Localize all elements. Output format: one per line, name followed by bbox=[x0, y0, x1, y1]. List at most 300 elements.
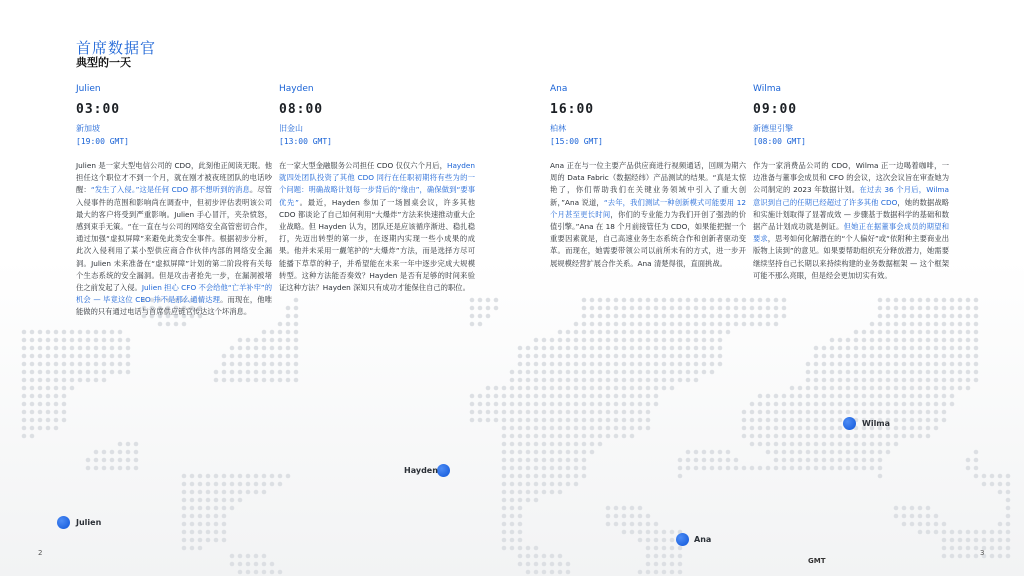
map-dot bbox=[726, 458, 731, 463]
map-dot bbox=[846, 354, 851, 359]
map-dot bbox=[622, 330, 627, 335]
map-dot bbox=[974, 466, 979, 471]
map-dot bbox=[934, 522, 939, 527]
map-dot bbox=[542, 410, 547, 415]
map-dot bbox=[558, 362, 563, 367]
map-dot bbox=[654, 314, 659, 319]
map-dot bbox=[926, 514, 931, 519]
map-dot bbox=[1006, 490, 1011, 495]
map-dot bbox=[782, 418, 787, 423]
map-dot bbox=[574, 450, 579, 455]
map-dot bbox=[518, 434, 523, 439]
map-dot bbox=[638, 322, 643, 327]
map-dot bbox=[518, 514, 523, 519]
map-dot bbox=[806, 442, 811, 447]
map-dot bbox=[854, 330, 859, 335]
map-dot bbox=[942, 314, 947, 319]
map-dot bbox=[630, 386, 635, 391]
map-dot bbox=[622, 386, 627, 391]
map-dot bbox=[958, 354, 963, 359]
map-dot bbox=[550, 426, 555, 431]
map-dot bbox=[998, 554, 1003, 559]
map-dot bbox=[198, 546, 203, 551]
map-dot bbox=[582, 346, 587, 351]
story-segment: Julien 是一家大型电信公司的 CDO，此刻他正阅读无眠。他担任这个职位才不到一个月，就在刚才被夜班团队的电话吵醒： bbox=[76, 161, 272, 195]
map-dot bbox=[694, 458, 699, 463]
map-label-ana: Ana bbox=[694, 535, 712, 544]
map-dot bbox=[294, 370, 299, 375]
map-dot bbox=[518, 346, 523, 351]
map-dot bbox=[910, 514, 915, 519]
map-dot bbox=[670, 362, 675, 367]
map-dot bbox=[574, 410, 579, 415]
map-dot bbox=[254, 490, 259, 495]
map-dot bbox=[278, 474, 283, 479]
map-dot bbox=[630, 394, 635, 399]
map-dot bbox=[958, 346, 963, 351]
map-dot bbox=[982, 482, 987, 487]
map-dot bbox=[534, 362, 539, 367]
map-dot bbox=[646, 370, 651, 375]
map-dot bbox=[934, 386, 939, 391]
map-dot bbox=[934, 514, 939, 519]
map-dot bbox=[118, 442, 123, 447]
map-dot bbox=[518, 482, 523, 487]
map-dot bbox=[934, 346, 939, 351]
map-dot bbox=[598, 306, 603, 311]
map-dot bbox=[838, 458, 843, 463]
map-dot bbox=[766, 442, 771, 447]
map-dot bbox=[718, 362, 723, 367]
story-segment: ，她的数据战略和实施计划取得了显著成效 — 步骤基于数据科学的基础和数据产品计划成功就是例证。 bbox=[753, 197, 950, 232]
map-dot bbox=[702, 354, 707, 359]
map-dot bbox=[942, 370, 947, 375]
map-dot bbox=[758, 418, 763, 423]
map-dot bbox=[830, 434, 835, 439]
map-dot bbox=[478, 314, 483, 319]
map-dot bbox=[678, 458, 683, 463]
map-dot bbox=[942, 338, 947, 343]
map-dot bbox=[502, 514, 507, 519]
map-dot bbox=[638, 402, 643, 407]
map-dot bbox=[582, 450, 587, 455]
map-dot bbox=[886, 386, 891, 391]
map-dot bbox=[934, 426, 939, 431]
map-dot bbox=[190, 474, 195, 479]
map-dot bbox=[550, 490, 555, 495]
map-dot bbox=[870, 402, 875, 407]
map-dot bbox=[86, 378, 91, 383]
map-dot bbox=[782, 450, 787, 455]
map-dot bbox=[758, 322, 763, 327]
map-dot bbox=[214, 538, 219, 543]
map-dot bbox=[614, 514, 619, 519]
map-dot bbox=[246, 378, 251, 383]
map-dot bbox=[606, 314, 611, 319]
map-dot bbox=[806, 426, 811, 431]
map-dot bbox=[958, 378, 963, 383]
map-dot bbox=[102, 466, 107, 471]
map-dot bbox=[950, 338, 955, 343]
map-dot bbox=[686, 370, 691, 375]
map-dot bbox=[822, 386, 827, 391]
map-dot bbox=[246, 570, 251, 575]
map-dot bbox=[286, 474, 291, 479]
map-dot bbox=[46, 330, 51, 335]
map-dot bbox=[582, 394, 587, 399]
map-dot bbox=[654, 330, 659, 335]
map-dot bbox=[926, 402, 931, 407]
map-dot bbox=[542, 354, 547, 359]
map-dot bbox=[870, 370, 875, 375]
map-dot bbox=[614, 330, 619, 335]
map-dot bbox=[238, 354, 243, 359]
map-dot bbox=[534, 546, 539, 551]
map-dot bbox=[822, 410, 827, 415]
map-dot bbox=[918, 410, 923, 415]
map-dot bbox=[294, 306, 299, 311]
map-dot bbox=[510, 386, 515, 391]
map-dot bbox=[526, 490, 531, 495]
map-dot bbox=[830, 466, 835, 471]
gmt-time: [13:00 GMT] bbox=[279, 137, 332, 146]
map-dot bbox=[822, 442, 827, 447]
map-dot bbox=[510, 394, 515, 399]
map-dot bbox=[878, 306, 883, 311]
map-dot bbox=[886, 442, 891, 447]
person-name: Hayden bbox=[279, 84, 314, 94]
map-dot bbox=[526, 362, 531, 367]
map-dot bbox=[918, 394, 923, 399]
map-dot bbox=[734, 306, 739, 311]
map-dot bbox=[638, 362, 643, 367]
map-dot bbox=[718, 466, 723, 471]
map-dot bbox=[870, 330, 875, 335]
map-dot bbox=[686, 322, 691, 327]
map-dot bbox=[918, 330, 923, 335]
map-dot bbox=[958, 538, 963, 543]
map-dot bbox=[926, 386, 931, 391]
map-dot bbox=[854, 410, 859, 415]
map-dot bbox=[854, 394, 859, 399]
map-dot bbox=[158, 322, 163, 327]
map-dot bbox=[550, 346, 555, 351]
map-dot bbox=[718, 354, 723, 359]
map-dot bbox=[558, 338, 563, 343]
map-dot bbox=[534, 498, 539, 503]
map-dot bbox=[862, 394, 867, 399]
map-dot bbox=[182, 546, 187, 551]
map-dot bbox=[782, 410, 787, 415]
map-dot bbox=[566, 386, 571, 391]
map-dot bbox=[934, 338, 939, 343]
map-dot bbox=[286, 330, 291, 335]
map-dot bbox=[62, 354, 67, 359]
map-dot bbox=[974, 298, 979, 303]
map-dot bbox=[214, 482, 219, 487]
map-dot bbox=[558, 378, 563, 383]
map-dot bbox=[910, 418, 915, 423]
map-dot bbox=[230, 354, 235, 359]
map-dot bbox=[630, 522, 635, 527]
map-dot bbox=[526, 498, 531, 503]
map-dot bbox=[470, 306, 475, 311]
map-dot bbox=[118, 458, 123, 463]
map-dot bbox=[270, 378, 275, 383]
map-dot bbox=[982, 474, 987, 479]
map-dot bbox=[750, 426, 755, 431]
map-dot bbox=[542, 562, 547, 567]
map-dot bbox=[902, 314, 907, 319]
map-dot bbox=[550, 466, 555, 471]
map-dot bbox=[558, 466, 563, 471]
map-dot bbox=[870, 378, 875, 383]
map-dot bbox=[182, 474, 187, 479]
map-dot bbox=[606, 514, 611, 519]
map-dot bbox=[710, 322, 715, 327]
map-dot bbox=[742, 306, 747, 311]
map-dot bbox=[654, 562, 659, 567]
map-dot bbox=[62, 394, 67, 399]
map-dot bbox=[502, 426, 507, 431]
map-dot bbox=[638, 570, 643, 575]
map-dot bbox=[606, 346, 611, 351]
map-dot bbox=[790, 466, 795, 471]
map-dot bbox=[622, 314, 627, 319]
map-dot bbox=[566, 426, 571, 431]
map-dot bbox=[870, 442, 875, 447]
map-dot bbox=[598, 426, 603, 431]
map-dot bbox=[502, 538, 507, 543]
story-highlight: 但她正在据董事会成员的期望和要求 bbox=[753, 222, 949, 244]
map-dot bbox=[662, 338, 667, 343]
map-dot bbox=[686, 314, 691, 319]
map-dot bbox=[822, 402, 827, 407]
map-dot bbox=[590, 370, 595, 375]
map-dot bbox=[918, 426, 923, 431]
map-dot bbox=[46, 346, 51, 351]
map-dot bbox=[518, 530, 523, 535]
map-dot bbox=[998, 538, 1003, 543]
map-dot bbox=[670, 306, 675, 311]
map-dot bbox=[190, 522, 195, 527]
map-dot bbox=[806, 434, 811, 439]
map-dot bbox=[694, 314, 699, 319]
map-dot bbox=[110, 466, 115, 471]
map-dot bbox=[478, 394, 483, 399]
map-dot bbox=[46, 354, 51, 359]
map-dot bbox=[534, 338, 539, 343]
map-dot bbox=[870, 466, 875, 471]
map-dot bbox=[470, 418, 475, 423]
map-dot bbox=[678, 322, 683, 327]
map-dot bbox=[990, 554, 995, 559]
map-dot bbox=[502, 394, 507, 399]
map-dot bbox=[918, 346, 923, 351]
map-dot bbox=[902, 338, 907, 343]
map-dot bbox=[542, 370, 547, 375]
map-dot bbox=[742, 434, 747, 439]
map-dot bbox=[510, 450, 515, 455]
map-dot bbox=[206, 522, 211, 527]
map-dot bbox=[694, 346, 699, 351]
map-dot bbox=[846, 466, 851, 471]
map-dot bbox=[926, 330, 931, 335]
map-dot bbox=[486, 386, 491, 391]
map-dot bbox=[246, 346, 251, 351]
map-dot bbox=[654, 370, 659, 375]
map-dot bbox=[246, 490, 251, 495]
map-dot bbox=[46, 410, 51, 415]
map-dot bbox=[774, 410, 779, 415]
map-dot bbox=[950, 394, 955, 399]
map-dot bbox=[582, 362, 587, 367]
map-dot bbox=[894, 426, 899, 431]
map-dot bbox=[710, 314, 715, 319]
map-dot bbox=[622, 402, 627, 407]
map-dot bbox=[630, 346, 635, 351]
map-dot bbox=[270, 562, 275, 567]
map-dot bbox=[102, 362, 107, 367]
map-dot bbox=[118, 370, 123, 375]
map-dot bbox=[510, 466, 515, 471]
map-dot bbox=[950, 306, 955, 311]
map-dot bbox=[622, 322, 627, 327]
map-dot bbox=[606, 506, 611, 511]
map-dot bbox=[94, 458, 99, 463]
map-dot bbox=[726, 322, 731, 327]
map-dot bbox=[894, 298, 899, 303]
map-dot bbox=[630, 322, 635, 327]
map-dot bbox=[894, 346, 899, 351]
map-dot bbox=[606, 402, 611, 407]
map-dot bbox=[958, 298, 963, 303]
map-dot bbox=[918, 306, 923, 311]
map-dot bbox=[662, 378, 667, 383]
map-dot bbox=[566, 362, 571, 367]
map-dot bbox=[662, 330, 667, 335]
map-dot bbox=[30, 346, 35, 351]
map-dot bbox=[966, 458, 971, 463]
map-dot bbox=[94, 354, 99, 359]
map-dot bbox=[934, 410, 939, 415]
map-dot bbox=[510, 530, 515, 535]
map-dot bbox=[878, 394, 883, 399]
map-dot bbox=[942, 418, 947, 423]
map-dot bbox=[894, 338, 899, 343]
map-dot bbox=[614, 386, 619, 391]
map-dot bbox=[542, 474, 547, 479]
map-dot bbox=[54, 410, 59, 415]
map-dot bbox=[822, 418, 827, 423]
map-dot bbox=[654, 354, 659, 359]
map-dot bbox=[918, 362, 923, 367]
page-subtitle: 典型的一天 bbox=[76, 56, 131, 69]
person-name: Julien bbox=[76, 84, 101, 94]
map-dot bbox=[766, 298, 771, 303]
map-dot bbox=[782, 458, 787, 463]
map-dot bbox=[878, 402, 883, 407]
map-dot bbox=[854, 370, 859, 375]
map-dot bbox=[870, 338, 875, 343]
map-dot bbox=[526, 450, 531, 455]
map-dot bbox=[270, 338, 275, 343]
map-dot bbox=[670, 530, 675, 535]
map-dot bbox=[486, 410, 491, 415]
map-dot bbox=[278, 346, 283, 351]
map-dot bbox=[126, 458, 131, 463]
map-dot bbox=[230, 562, 235, 567]
map-dot bbox=[702, 298, 707, 303]
map-dot bbox=[686, 298, 691, 303]
map-dot bbox=[694, 370, 699, 375]
map-dot bbox=[710, 306, 715, 311]
map-dot bbox=[678, 546, 683, 551]
map-dot bbox=[22, 354, 27, 359]
map-dot bbox=[758, 394, 763, 399]
map-dot bbox=[918, 354, 923, 359]
map-dot bbox=[598, 346, 603, 351]
map-dot bbox=[742, 466, 747, 471]
map-dot bbox=[670, 322, 675, 327]
map-dot bbox=[574, 394, 579, 399]
map-dot bbox=[622, 378, 627, 383]
map-dot bbox=[790, 386, 795, 391]
map-dot bbox=[726, 314, 731, 319]
map-dot bbox=[582, 466, 587, 471]
map-dot bbox=[662, 370, 667, 375]
map-dot bbox=[574, 418, 579, 423]
map-dot bbox=[30, 434, 35, 439]
map-dot bbox=[222, 482, 227, 487]
map-dot bbox=[502, 434, 507, 439]
map-dot bbox=[774, 466, 779, 471]
map-dot bbox=[894, 314, 899, 319]
map-dot bbox=[862, 442, 867, 447]
map-dot bbox=[878, 378, 883, 383]
map-dot bbox=[534, 562, 539, 567]
map-dot bbox=[638, 338, 643, 343]
map-dot bbox=[638, 330, 643, 335]
map-dot bbox=[886, 410, 891, 415]
map-dot bbox=[30, 426, 35, 431]
map-dot bbox=[246, 370, 251, 375]
story-segment: Ana 正在与一位主要产品供应商进行视频通话，回顾为期六周的 Data Fabric（数据经纬）产品测试的结果。“真是太惊艳了，你们帮助我们在关键业务领域中引入了重大创新，”Ana 说道， bbox=[550, 161, 746, 207]
map-dot bbox=[534, 386, 539, 391]
map-dot bbox=[806, 418, 811, 423]
map-dot bbox=[534, 434, 539, 439]
map-dot bbox=[614, 378, 619, 383]
map-dot bbox=[686, 458, 691, 463]
map-dot bbox=[614, 394, 619, 399]
map-dot bbox=[918, 322, 923, 327]
map-dot bbox=[70, 346, 75, 351]
map-dot bbox=[750, 410, 755, 415]
map-dot bbox=[630, 410, 635, 415]
map-dot bbox=[670, 538, 675, 543]
map-dot bbox=[94, 370, 99, 375]
map-dot bbox=[862, 466, 867, 471]
map-dot bbox=[54, 426, 59, 431]
map-dot bbox=[214, 370, 219, 375]
map-dot bbox=[910, 338, 915, 343]
map-dot bbox=[966, 538, 971, 543]
map-dot bbox=[526, 386, 531, 391]
map-dot bbox=[262, 474, 267, 479]
map-dot bbox=[710, 458, 715, 463]
map-dot bbox=[190, 506, 195, 511]
map-dot bbox=[566, 562, 571, 567]
